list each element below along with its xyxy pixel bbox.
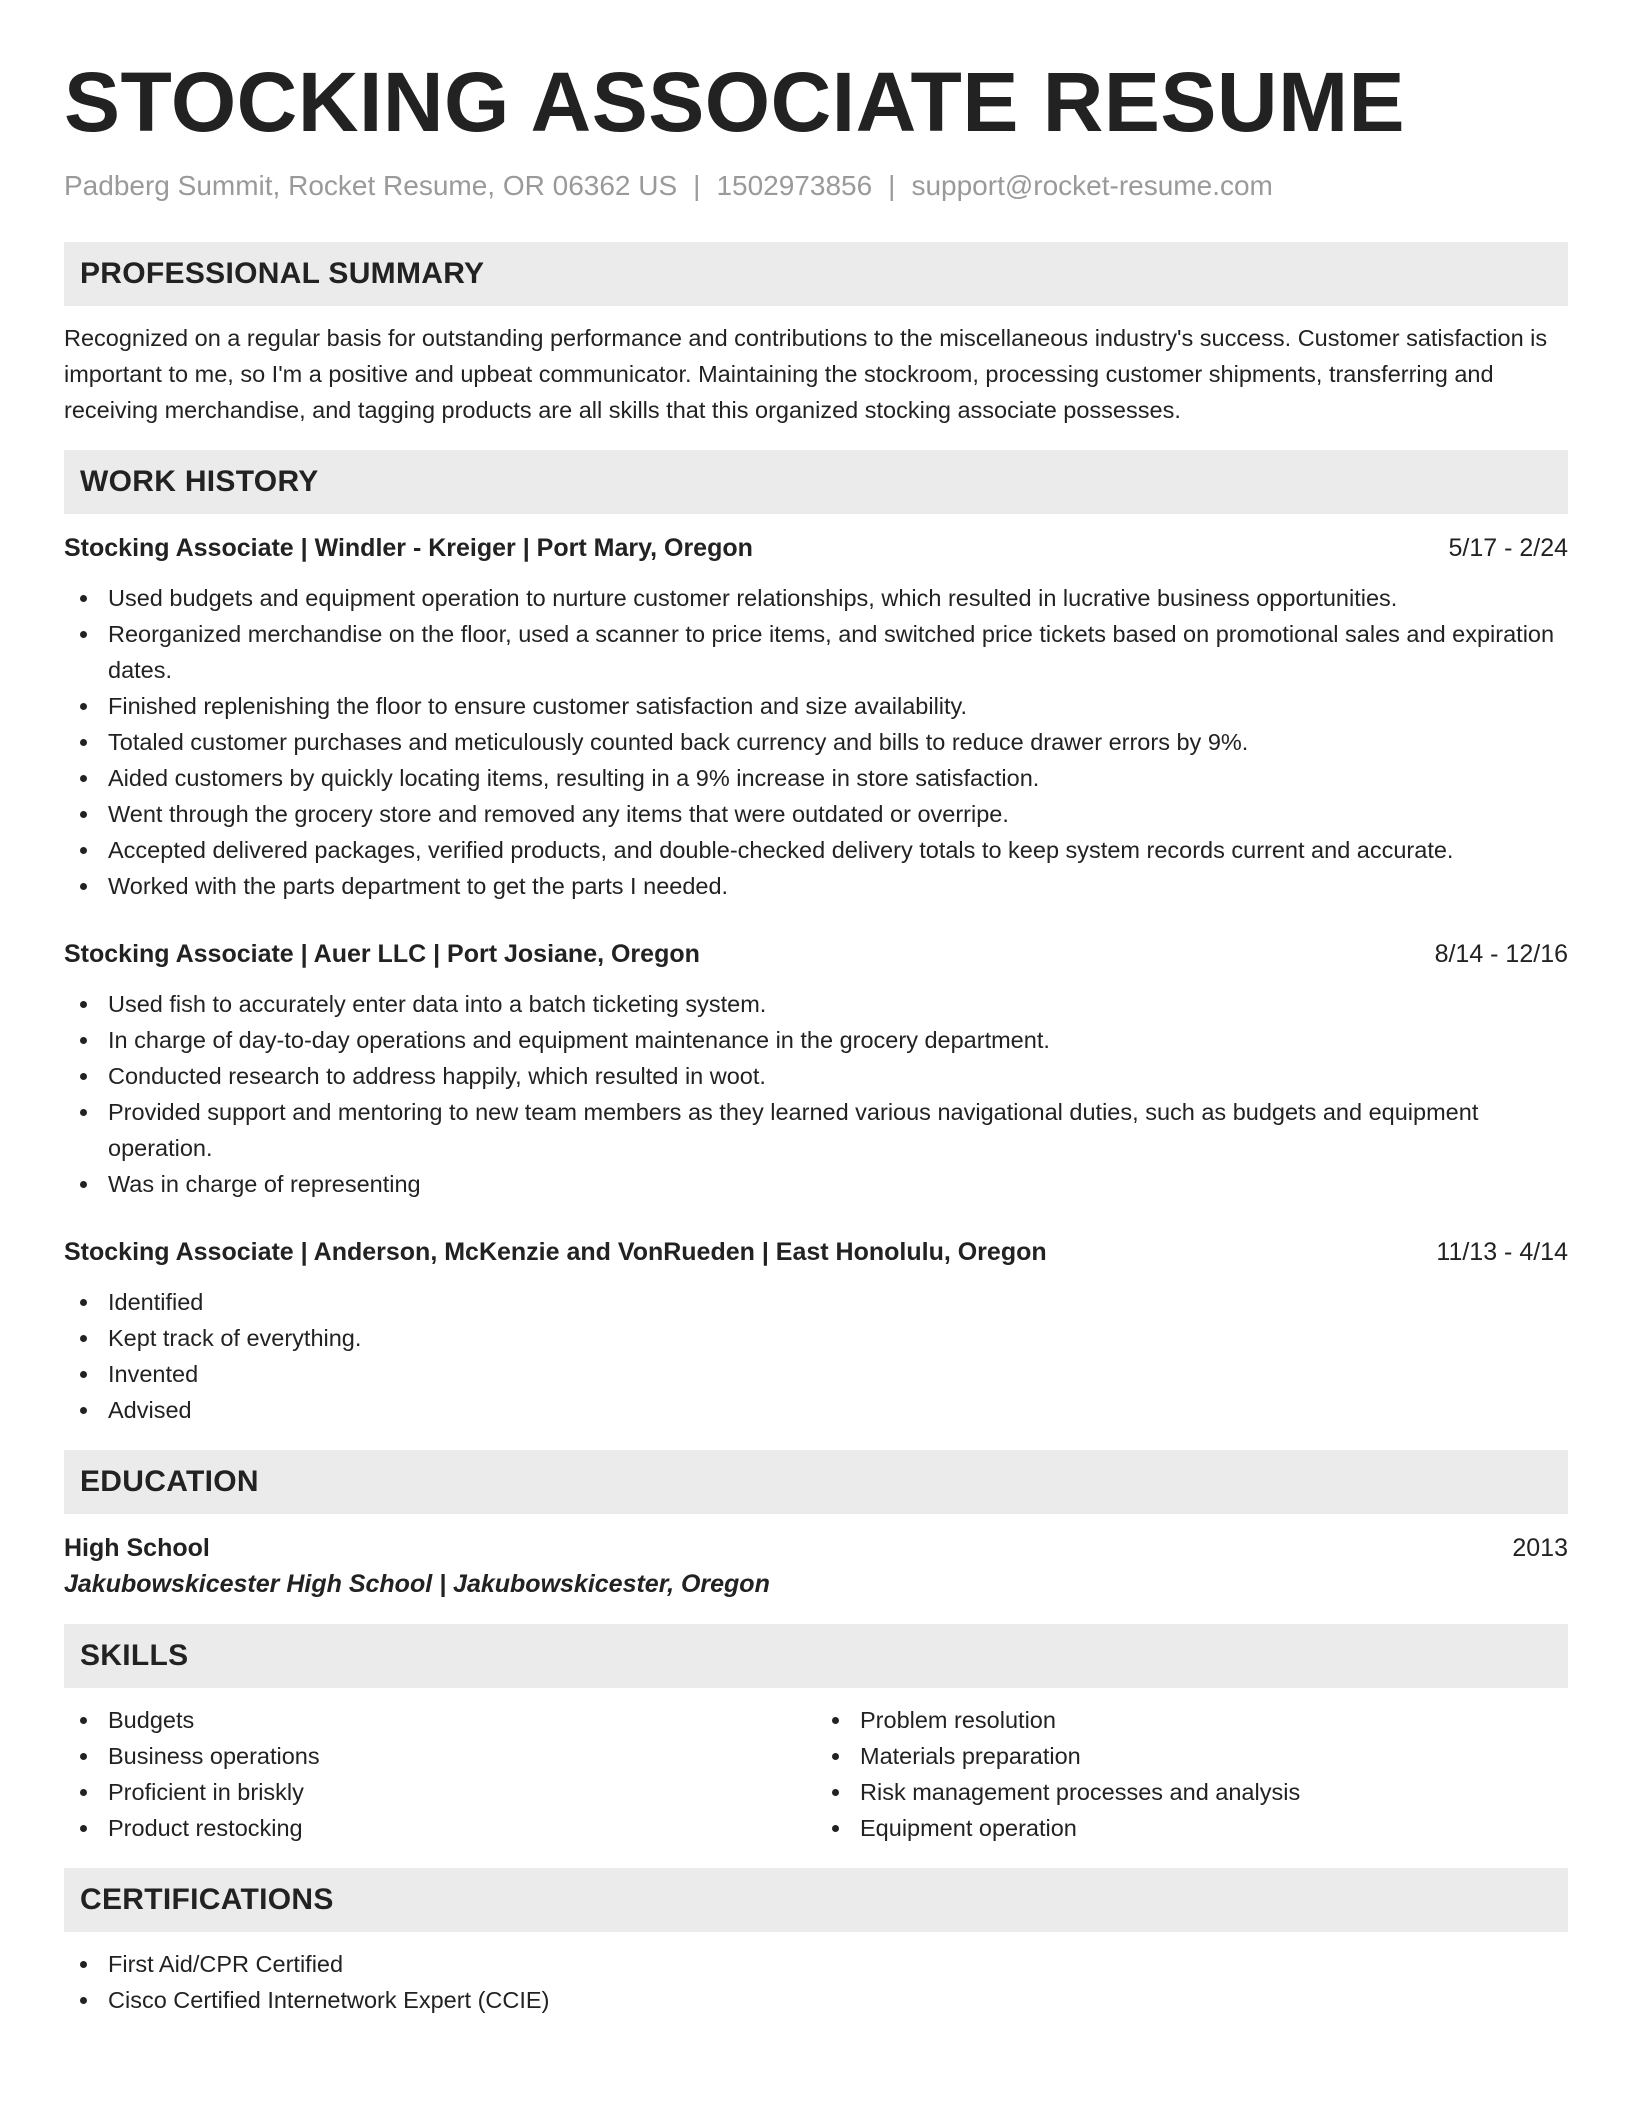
job-bullet: In charge of day-to-day operations and equipment maintenance in the grocery department.	[64, 1022, 1568, 1058]
job-bullet: Invented	[64, 1356, 1568, 1392]
skills-heading: SKILLS	[64, 1624, 1568, 1688]
skill-item: Proficient in briskly	[64, 1774, 816, 1810]
job-title: Stocking Associate | Auer LLC | Port Josiane, Oregon	[64, 940, 700, 968]
job-entry	[64, 936, 1568, 1202]
skills-column-right	[816, 1702, 1568, 1846]
job-bullet: Used budgets and equipment operation to nurture customer relationships, which resulted in lucrative business opportunities.	[64, 580, 1568, 616]
contact-address: Padberg Summit, Rocket Resume, OR 06362 US	[64, 170, 678, 201]
job-bullet: Used fish to accurately enter data into a batch ticketing system.	[64, 986, 1568, 1022]
job-header	[64, 1234, 1568, 1270]
job-bullet: Advised	[64, 1392, 1568, 1428]
contact-email: support@rocket-resume.com	[911, 170, 1273, 201]
summary-text: Recognized on a regular basis for outstanding performance and contributions to the miscellaneous industry's success. Customer satisfaction is important to me, so I'm a positive and upbeat communicator. Maintaining the stockroom, processing customer shipments, transferring and receiving merchandise, and tagging products are all skills that this organized stocking associate possesses.	[64, 325, 1548, 423]
job-bullets	[64, 1284, 1568, 1428]
job-bullet: Aided customers by quickly locating items, resulting in a 9% increase in store satisfaction.	[64, 760, 1568, 796]
contact-separator: |	[693, 170, 701, 201]
work-history-heading: WORK HISTORY	[64, 450, 1568, 514]
certifications-heading: CERTIFICATIONS	[64, 1868, 1568, 1932]
job-bullet: Totaled customer purchases and meticulously counted back currency and bills to reduce drawer errors by 9%.	[64, 724, 1568, 760]
skill-item: Product restocking	[64, 1810, 816, 1846]
job-title: Stocking Associate | Windler - Kreiger | Port Mary, Oregon	[64, 534, 753, 562]
job-bullet: Finished replenishing the floor to ensure customer satisfaction and size availability.	[64, 688, 1568, 724]
job-entry	[64, 530, 1568, 904]
skill-item: Business operations	[64, 1738, 816, 1774]
job-dates: 5/17 - 2/24	[1448, 534, 1568, 562]
job-dates: 11/13 - 4/14	[1436, 1238, 1568, 1266]
job-title: Stocking Associate | Anderson, McKenzie and VonRueden | East Honolulu, Oregon	[64, 1238, 1047, 1266]
job-bullets	[64, 580, 1568, 904]
job-header	[64, 936, 1568, 972]
job-entry	[64, 1234, 1568, 1428]
skill-item: Materials preparation	[816, 1738, 1568, 1774]
certifications-list	[64, 1946, 1568, 2018]
job-bullet: Conducted research to address happily, which resulted in woot.	[64, 1058, 1568, 1094]
certification-item: Cisco Certified Internetwork Expert (CCIE)	[64, 1982, 1568, 2018]
education-school: Jakubowskicester High School | Jakubowskicester, Oregon	[64, 1570, 770, 1598]
skill-item: Risk management processes and analysis	[816, 1774, 1568, 1810]
job-bullet: Provided support and mentoring to new team members as they learned various navigational duties, such as budgets and equipment operation.	[64, 1094, 1568, 1166]
job-header	[64, 530, 1568, 566]
contact-separator: |	[888, 170, 896, 201]
skill-item: Problem resolution	[816, 1702, 1568, 1738]
job-bullet: Kept track of everything.	[64, 1320, 1568, 1356]
job-bullet: Worked with the parts department to get the parts I needed.	[64, 868, 1568, 904]
job-bullet: Reorganized merchandise on the floor, used a scanner to price items, and switched price tickets based on promotional sales and expiration dates.	[64, 616, 1568, 688]
skills-list	[64, 1702, 1568, 1846]
contact-line	[64, 168, 1568, 204]
contact-phone: 1502973856	[716, 170, 873, 201]
skill-item: Budgets	[64, 1702, 816, 1738]
job-bullet: Identified	[64, 1284, 1568, 1320]
education-header	[64, 1530, 1568, 1566]
education-year: 2013	[1512, 1534, 1568, 1562]
resume-title: STOCKING ASSOCIATE RESUME	[64, 55, 1406, 149]
education-heading: EDUCATION	[64, 1450, 1568, 1514]
job-bullet: Went through the grocery store and removed any items that were outdated or overripe.	[64, 796, 1568, 832]
job-dates: 8/14 - 12/16	[1434, 940, 1568, 968]
job-bullet: Accepted delivered packages, verified products, and double-checked delivery totals to keep system records current and accurate.	[64, 832, 1568, 868]
job-bullet: Was in charge of representing	[64, 1166, 1568, 1202]
skills-column-left	[64, 1702, 816, 1846]
summary-heading: PROFESSIONAL SUMMARY	[64, 242, 1568, 306]
job-bullets	[64, 986, 1568, 1202]
skill-item: Equipment operation	[816, 1810, 1568, 1846]
education-degree: High School	[64, 1534, 210, 1562]
education-entry	[64, 1530, 1568, 1602]
certification-item: First Aid/CPR Certified	[64, 1946, 1568, 1982]
